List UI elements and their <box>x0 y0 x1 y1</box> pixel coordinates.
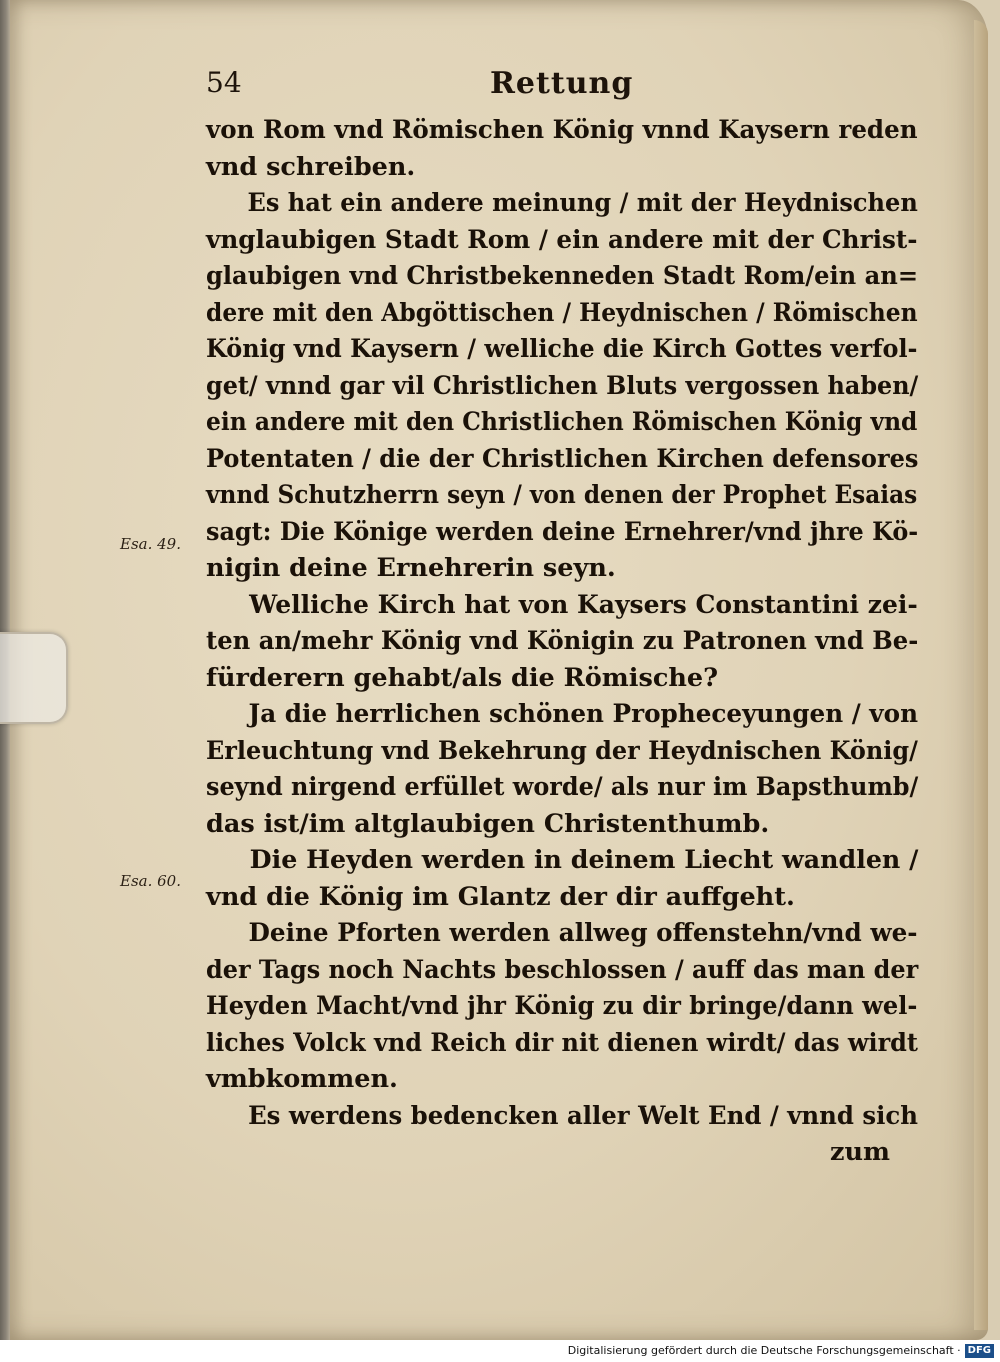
margin-note: Esa. 49. <box>120 535 181 553</box>
text-line: Heyden Macht/vnd jhr König zu dir bringe/dann wel- <box>206 991 918 1021</box>
page-clip <box>0 632 68 724</box>
text-line: vnd die König im Glantz der dir auffgeht. <box>206 881 795 912</box>
text-line: vmbkommen. <box>206 1064 398 1094</box>
text-line: seynd nirgend erfüllet worde/ als nur im Bapsthumb/ <box>206 772 919 802</box>
text-line: get/ vnnd gar vil Christlichen Bluts vergossen haben/ <box>206 370 919 401</box>
text-line: der Tags noch Nachts beschlossen / auff das man der <box>206 954 919 985</box>
text-line: glaubigen vnd Christbekenneden Stadt Rom/ein an= <box>206 261 919 291</box>
text-line: das ist/im altglaubigen Christenthumb. <box>206 808 770 839</box>
digitization-credit <box>0 1340 1000 1362</box>
credit-text: Digitalisierung gefördert durch die Deutsche Forschungsgemeinschaft · <box>567 1344 961 1357</box>
text-line: ten an/mehr König vnd Königin zu Patronen vnd Be- <box>206 626 919 656</box>
text-line: liches Volck vnd Reich dir nit dienen wirdt/ das wirdt <box>206 1027 918 1058</box>
text-line: Es hat ein andere meinung / mit der Heydnischen <box>247 188 918 218</box>
text-line: Potentaten / die der Christlichen Kirchen defensores <box>206 443 919 474</box>
margin-note: Esa. 60. <box>120 872 181 890</box>
text-line: vnglaubigen Stadt Rom / ein andere mit der Christ- <box>206 224 918 255</box>
text-line: zum <box>829 1137 890 1167</box>
body-text <box>206 112 918 1171</box>
text-line: Die Heyden werden in deinem Liecht wandlen / <box>249 845 919 875</box>
text-line: König vnd Kaysern / welliche die Kirch Gottes verfol- <box>206 334 918 364</box>
text-line: Welliche Kirch hat von Kaysers Constantini zei- <box>249 589 918 620</box>
text-line: vnnd Schutzherrn seyn / von denen der Prophet Esaias <box>206 480 918 510</box>
text-line: Deine Pforten werden allweg offenstehn/vnd we- <box>248 918 918 948</box>
page-header <box>10 66 988 106</box>
running-title: Rettung <box>490 66 634 101</box>
text-line: fürderern gehabt/als die Römische? <box>206 662 719 693</box>
page-edge <box>974 20 988 1330</box>
book-page <box>10 0 988 1340</box>
text-line: ein andere mit den Christlichen Römischen König vnd <box>206 407 918 437</box>
text-line: vnd schreiben. <box>206 151 416 182</box>
text-line: Erleuchtung vnd Bekehrung der Heydnischen König/ <box>206 735 918 766</box>
page-number: 54 <box>206 66 242 99</box>
text-line: von Rom vnd Römischen König vnnd Kaysern reden <box>206 115 918 145</box>
text-line: sagt: Die Könige werden deine Ernehrer/vnd jhre Kö- <box>206 516 919 547</box>
text-line: Es werdens bedencken aller Welt End / vnnd sich <box>248 1100 918 1131</box>
text-line: Ja die herrlichen schönen Propheceyungen / von <box>248 699 919 729</box>
text-line: nigin deine Ernehrerin seyn. <box>206 553 616 583</box>
dfg-logo-icon: DFG <box>965 1344 994 1358</box>
text-line: dere mit den Abgöttischen / Heydnischen / Römischen <box>206 297 918 328</box>
